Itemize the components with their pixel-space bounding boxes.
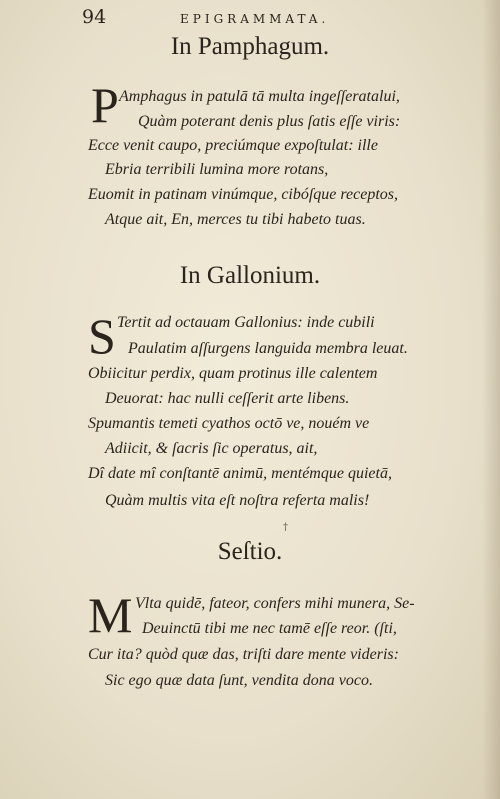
printers-mark: †	[283, 522, 288, 533]
poem-line: Spumantis temeti cyathos octō ve, nouém ve	[88, 415, 370, 432]
poem-line: Atque ait, En, merces tu tibi habeto tuas.	[105, 211, 366, 228]
drop-cap: P	[91, 77, 119, 133]
poem-heading: Seſtio.	[217, 538, 283, 565]
poem-line: Vlta quidē, fateor, confers mihi munera, Se-	[135, 595, 415, 612]
poem-line: Obiicitur perdix, quam protinus ille calentem	[88, 365, 378, 382]
poem-line: Cur ita? quòd quæ das, triſti dare mente videris:	[88, 646, 399, 663]
running-head	[0, 6, 500, 32]
poem-line: Adiicit, & ſacris ſic operatus, ait,	[105, 440, 318, 457]
poem-line: Ecce venit caupo, preciúmque expoſtulat: ille	[88, 137, 378, 154]
poem-line: Sic ego quæ data ſunt, vendita dona voco.	[105, 672, 373, 689]
drop-cap: S	[88, 308, 116, 364]
poem-line: Paulatim aſſurgens languida membra leuat.	[128, 340, 408, 357]
poem-line: Quàm multis vita eſt noſtra referta malis!	[105, 492, 370, 509]
poem-heading: In Gallonium.	[179, 262, 321, 289]
poem-line: Euomit in patinam vinúmque, cibóſque receptos,	[88, 186, 399, 203]
poem-line: Deuorat: hac nulli ceſſerit arte libens.	[105, 390, 350, 407]
poem-line: Ebria terribili lumina more rotans,	[105, 161, 329, 178]
drop-cap: M	[88, 587, 133, 643]
poem-line: Deuinctū tibi me nec tamē eſſe reor. (ſti,	[142, 620, 397, 637]
page-gutter-shadow	[482, 0, 500, 799]
poem-line: Tertit ad octauam Gallonius: inde cubili	[117, 314, 375, 331]
poem-line: Dî date mî conſtantē animū, mentémque quietā,	[88, 465, 392, 482]
running-title: EPIGRAMMATA.	[180, 12, 330, 26]
poem-heading: In Pamphagum.	[170, 33, 330, 60]
page-number: 94	[82, 6, 107, 28]
poem-line: Quàm poterant denis plus ſatis eſſe viris:	[138, 113, 401, 130]
poem-line: Amphagus in patulā tā multa ingeſſeratalui,	[119, 88, 400, 105]
